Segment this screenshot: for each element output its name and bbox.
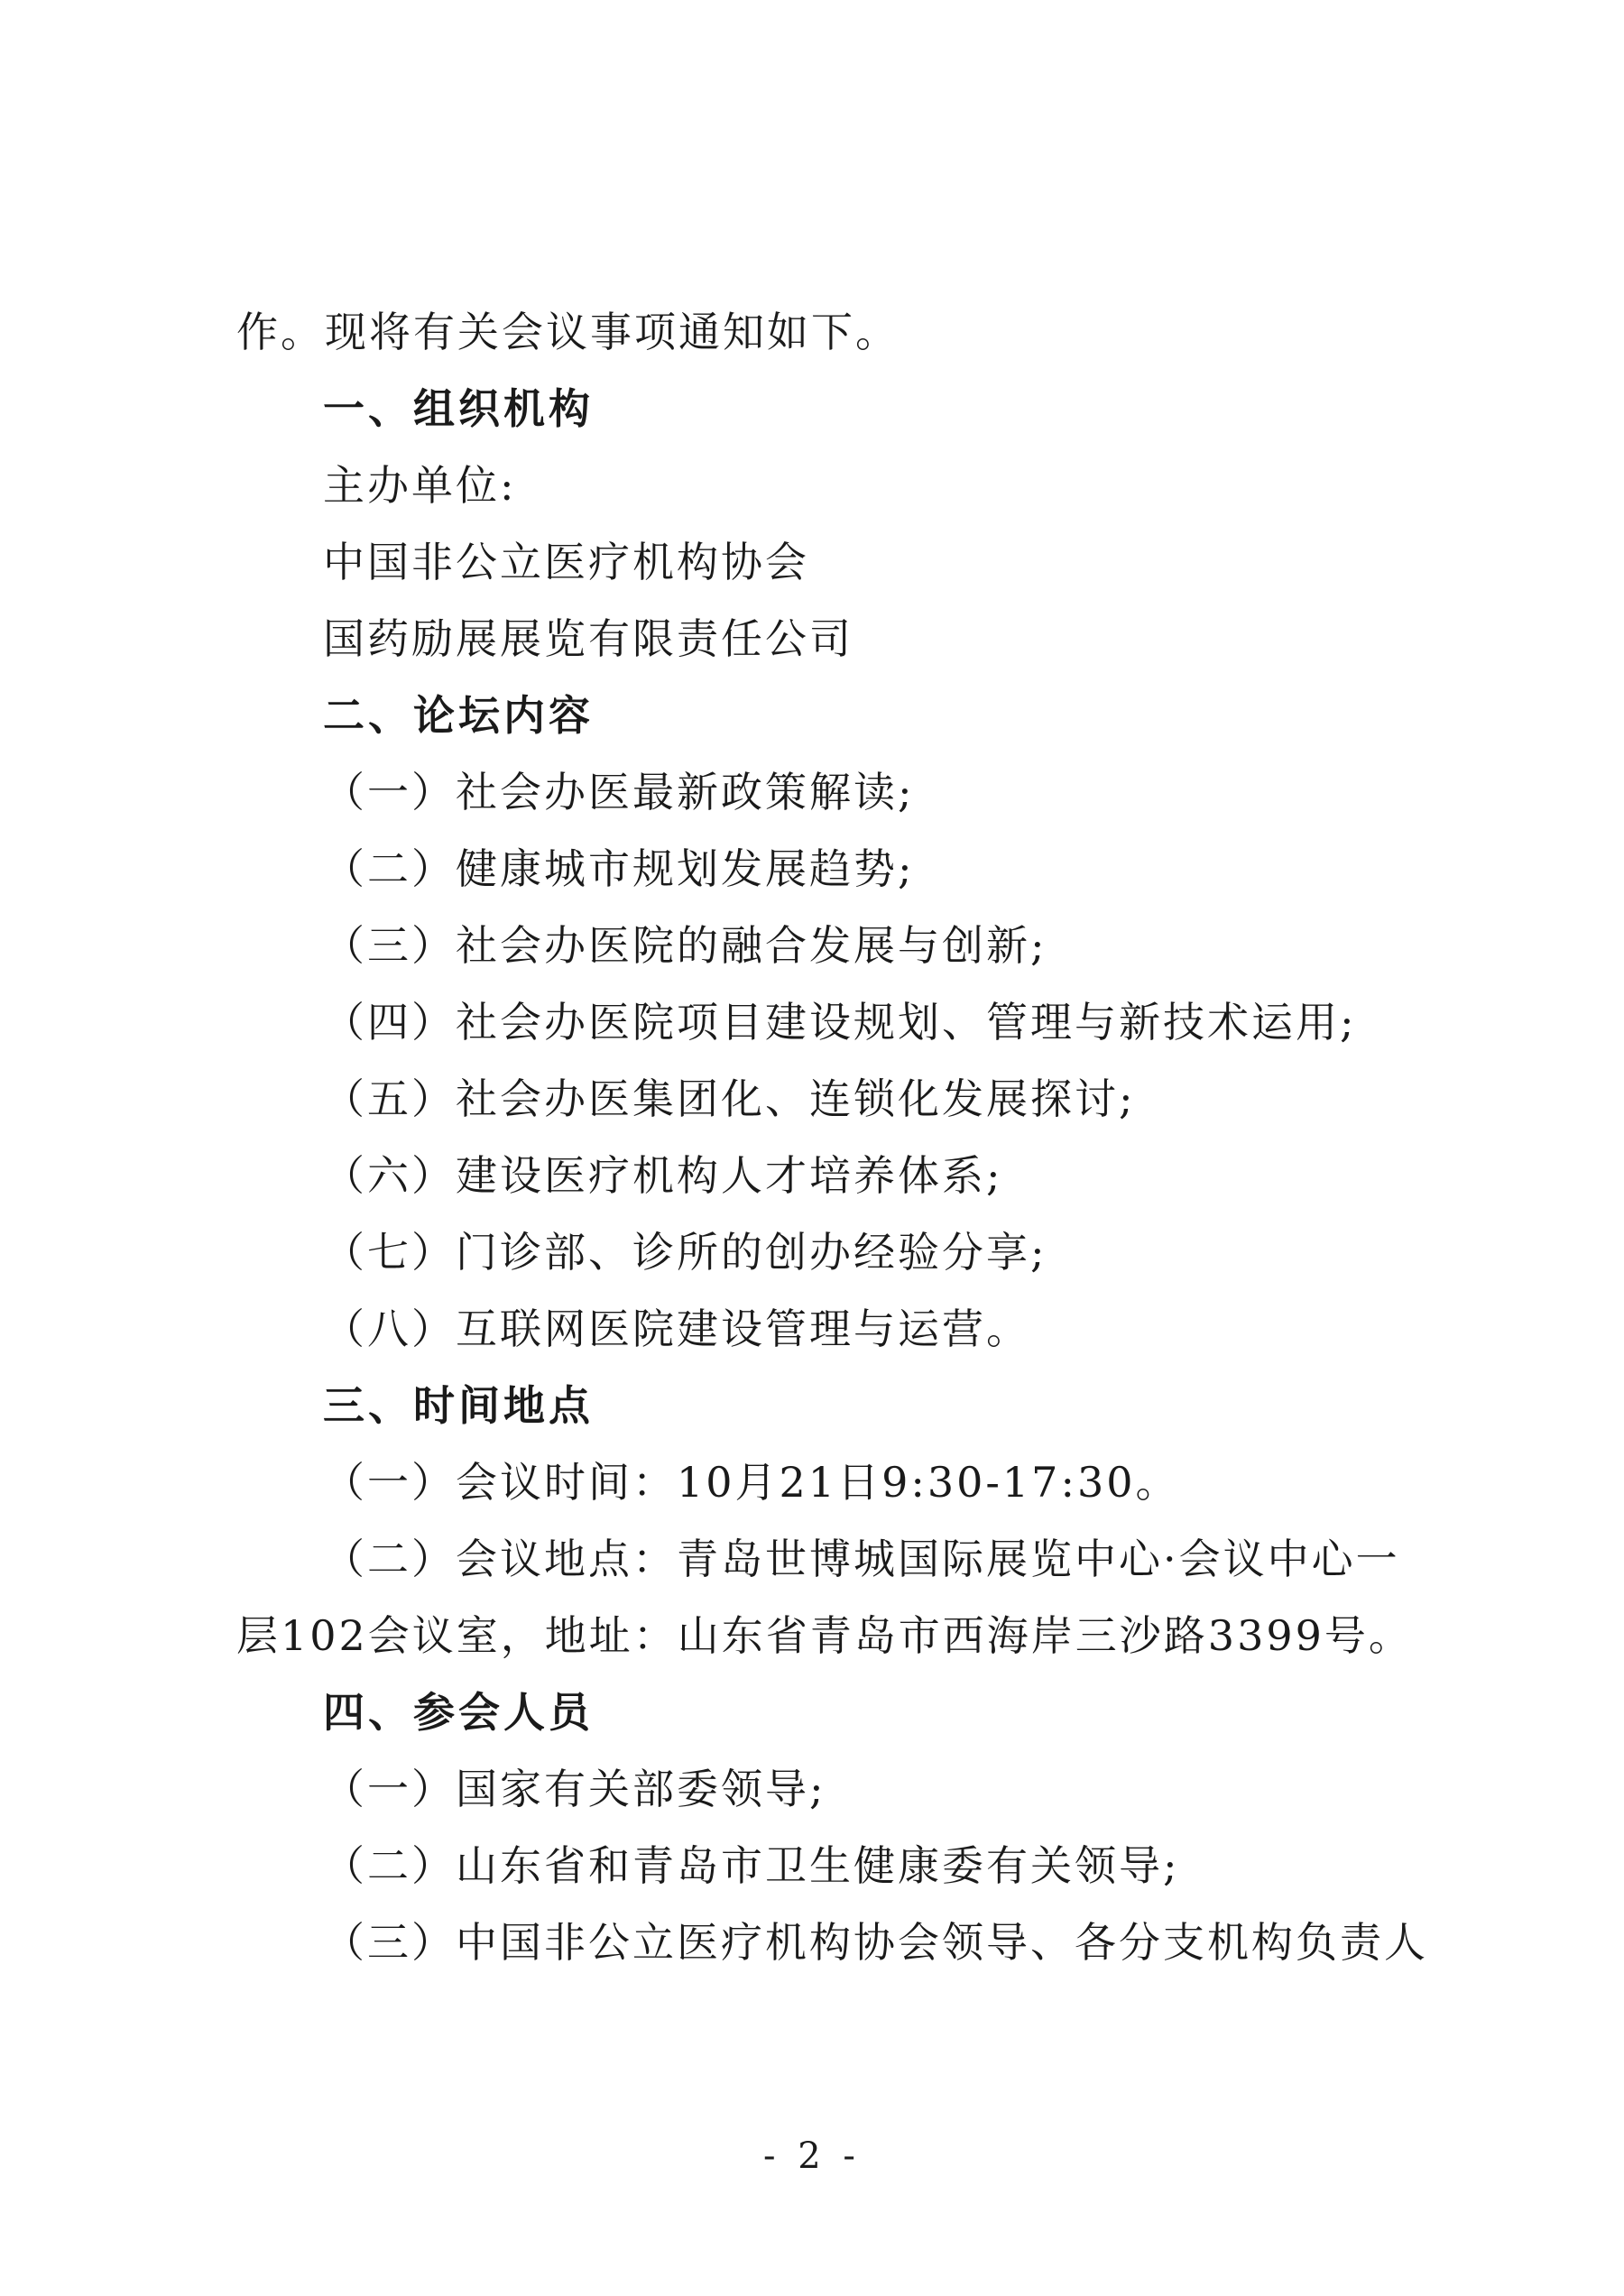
section-heading-organization: 一、组织机构	[323, 384, 594, 433]
section-heading-time-place: 三、时间地点	[323, 1381, 594, 1430]
page-number: - 2 -	[763, 2135, 861, 2177]
intro-continuation: 作。现将有关会议事项通知如下。	[236, 308, 900, 356]
content-item: （一）社会办医最新政策解读;	[323, 768, 915, 816]
meeting-location-continuation: 层102会议室，地址：山东省青岛市西海岸三沙路3399号。	[236, 1611, 1413, 1660]
content-item: （三）社会办医院的融合发展与创新;	[323, 921, 1047, 970]
attendee-item: （二）山东省和青岛市卫生健康委有关领导;	[323, 1841, 1180, 1890]
organizer-label: 主办单位:	[323, 461, 517, 510]
meeting-time: （一）会议时间：10月21日9:30-17:30。	[323, 1458, 1180, 1507]
attendee-item: （三）中国非公立医疗机构协会领导、各分支机构负责人	[323, 1918, 1428, 1967]
organizer-name: 中国非公立医疗机构协会	[323, 538, 809, 586]
section-heading-content: 二、论坛内容	[323, 691, 594, 740]
content-item: （五）社会办医集团化、连锁化发展探讨;	[323, 1074, 1136, 1123]
content-item: （六）建设医疗机构人才培养体系;	[323, 1151, 1003, 1200]
content-item: （二）健康城市规划发展趋势;	[323, 844, 915, 893]
organizer-name: 国药励展展览有限责任公司	[323, 614, 854, 663]
attendee-item: （一）国家有关部委领导;	[323, 1765, 826, 1813]
content-item: （七）门诊部、诊所的创办经验分享;	[323, 1228, 1047, 1277]
section-heading-attendees: 四、参会人员	[323, 1688, 594, 1737]
meeting-location: （二）会议地点：青岛世博城国际展览中心·会议中心一	[323, 1535, 1400, 1583]
content-item: （四）社会办医院项目建设规划、管理与新技术运用;	[323, 998, 1357, 1047]
content-item: （八）互联网医院建设管理与运营。	[323, 1305, 1030, 1353]
